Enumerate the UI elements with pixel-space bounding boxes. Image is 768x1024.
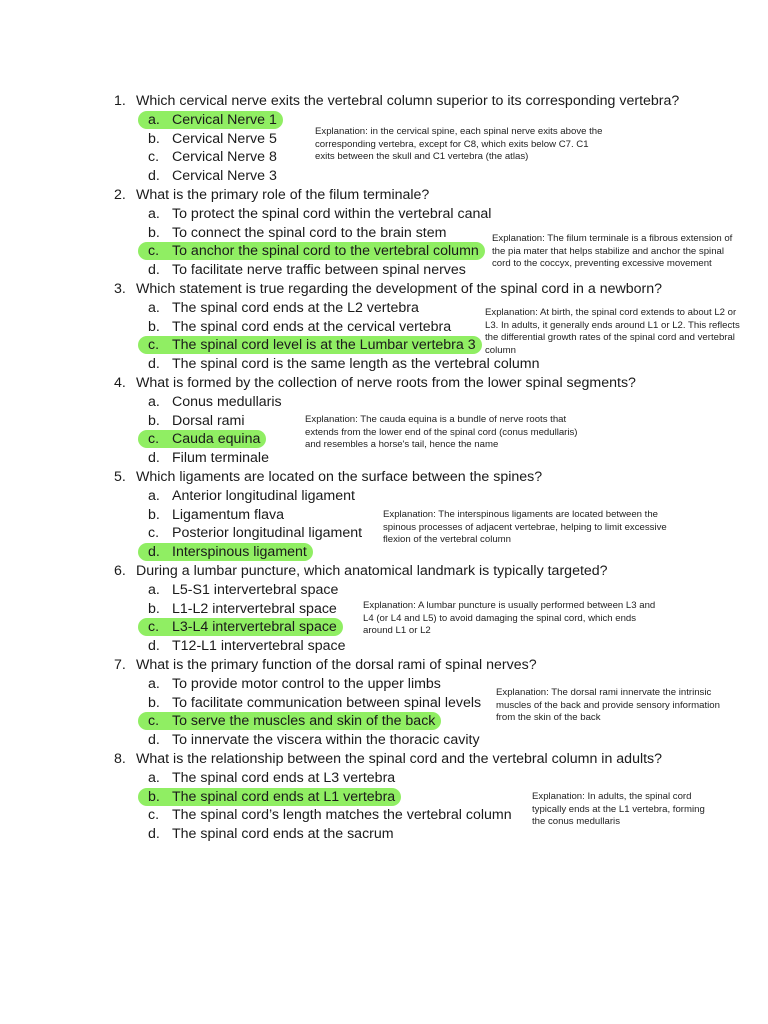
explanation-note: Explanation: The cauda equina is a bundle of nerve roots that extends from the lower end of the spinal cord (conus medullaris) and resembles a horse's tail, hence the name	[305, 414, 578, 450]
option-letter: c.	[148, 525, 160, 542]
option-letter: a.	[148, 205, 160, 222]
answer-option	[138, 731, 486, 749]
option-letter: c.	[148, 619, 160, 636]
option-text: Posterior longitudinal ligament	[172, 525, 363, 542]
option-text: The spinal cord ends at the sacrum	[172, 826, 394, 843]
option-text: The spinal cord ends at the L2 vertebra	[172, 299, 419, 316]
answer-option	[138, 524, 368, 542]
answer-option	[138, 261, 472, 279]
option-letter: d.	[148, 544, 160, 561]
answer-option	[138, 806, 518, 824]
option-text: Cervical Nerve 3	[172, 168, 277, 185]
explanation-note: Explanation: In adults, the spinal cord typically ends at the L1 vertebra, forming the conus medullaris	[532, 791, 705, 827]
answer-option	[138, 299, 425, 317]
answer-option	[138, 412, 251, 430]
option-letter: a.	[148, 393, 160, 410]
option-text: To protect the spinal cord within the vertebral canal	[172, 205, 492, 222]
question-number: 4.	[114, 375, 126, 391]
question-number: 3.	[114, 281, 126, 297]
answer-option-correct	[138, 543, 313, 561]
option-text: To connect the spinal cord to the brain stem	[172, 224, 447, 241]
option-text: To innervate the viscera within the thoracic cavity	[172, 732, 480, 749]
answer-option	[138, 130, 283, 148]
answer-option	[138, 148, 283, 166]
explanation-note: Explanation: The filum terminale is a fibrous extension of the pia mater that helps stabilize and anchor the spinal cord to the coccyx, preventing excessive movement	[492, 233, 733, 269]
question-number: 7.	[114, 657, 126, 673]
answer-option	[138, 487, 361, 505]
answer-option	[138, 600, 343, 618]
option-letter: c.	[148, 431, 160, 448]
option-letter: a.	[148, 299, 160, 316]
option-text: To facilitate nerve traffic between spinal nerves	[172, 262, 466, 279]
explanation-note: Explanation: At birth, the spinal cord extends to about L2 or L3. In adults, it generally ends around L1 or L2. This reflects the differential growth rates of the spinal cord and vertebral column	[485, 307, 740, 356]
option-text: The spinal cord’s length matches the vertebral column	[172, 807, 512, 824]
option-text: Cervical Nerve 8	[172, 149, 277, 166]
explanation-note: Explanation: in the cervical spine, each spinal nerve exits above the corresponding vertebra, except for C8, which exits below C7. C1 exits between the skull and C1 vertebra (the atlas)	[315, 126, 603, 162]
question-text: What is the primary function of the dorsal rami of spinal nerves?	[136, 657, 537, 673]
option-text: Cauda equina	[172, 431, 261, 448]
option-text: The spinal cord is the same length as the vertebral column	[172, 356, 540, 373]
option-letter: a.	[148, 487, 160, 504]
option-text: The spinal cord level is at the Lumbar vertebra 3	[172, 337, 476, 354]
question-number: 2.	[114, 187, 126, 203]
option-text: To provide motor control to the upper limbs	[172, 675, 441, 692]
question-text: What is the primary role of the filum terminale?	[136, 187, 430, 203]
option-letter: d.	[148, 168, 160, 185]
option-letter: c.	[148, 149, 160, 166]
question-text: During a lumbar puncture, which anatomical landmark is typically targeted?	[136, 563, 608, 579]
answer-option	[138, 205, 497, 223]
option-text: The spinal cord ends at L1 vertebra	[172, 788, 396, 805]
option-text: Conus medullaris	[172, 393, 282, 410]
option-letter: b.	[148, 788, 160, 805]
option-letter: b.	[148, 318, 160, 335]
question-number: 6.	[114, 563, 126, 579]
answer-option-correct	[138, 618, 343, 636]
option-text: Filum terminale	[172, 450, 269, 467]
option-letter: a.	[148, 581, 160, 598]
answer-option	[138, 637, 352, 655]
option-text: The spinal cord ends at L3 vertebra	[172, 769, 396, 786]
option-letter: c.	[148, 243, 160, 260]
question-number: 5.	[114, 469, 126, 485]
option-letter: b.	[148, 412, 160, 429]
option-letter: d.	[148, 450, 160, 467]
answer-option-correct	[138, 336, 482, 354]
answer-option	[138, 318, 457, 336]
answer-option-correct	[138, 111, 283, 129]
option-text: To serve the muscles and skin of the back	[172, 713, 436, 730]
explanation-note: Explanation: The interspinous ligaments are located between the spinous processes of adjacent vertebrae, helping to limit excessive flexion of the vertebral column	[383, 509, 667, 545]
option-text: Cervical Nerve 5	[172, 130, 277, 147]
answer-option-correct	[138, 242, 485, 260]
option-letter: b.	[148, 130, 160, 147]
option-letter: d.	[148, 638, 160, 655]
answer-option	[138, 167, 283, 185]
option-letter: d.	[148, 732, 160, 749]
option-text: To facilitate communication between spinal levels	[172, 694, 482, 711]
option-text: L1-L2 intervertebral space	[172, 600, 337, 617]
answer-option	[138, 694, 487, 712]
answer-option	[138, 224, 452, 242]
option-text: Cervical Nerve 1	[172, 111, 277, 128]
answer-option	[138, 769, 401, 787]
option-text: L5-S1 intervertebral space	[172, 581, 339, 598]
question-text: Which cervical nerve exits the vertebral column superior to its corresponding vertebra?	[136, 93, 680, 109]
answer-option	[138, 581, 344, 599]
answer-option	[138, 393, 288, 411]
option-letter: d.	[148, 356, 160, 373]
option-letter: a.	[148, 769, 160, 786]
option-text: To anchor the spinal cord to the vertebral column	[172, 243, 479, 260]
option-letter: c.	[148, 337, 160, 354]
option-letter: b.	[148, 506, 160, 523]
option-text: L3-L4 intervertebral space	[172, 619, 337, 636]
explanation-note: Explanation: The dorsal rami innervate the intrinsic muscles of the back and provide sensory information from the skin of the back	[496, 687, 720, 723]
option-letter: c.	[148, 713, 160, 730]
option-text: Anterior longitudinal ligament	[172, 487, 355, 504]
question-number: 1.	[114, 93, 126, 109]
answer-option	[138, 449, 275, 467]
answer-option-correct	[138, 430, 266, 448]
option-letter: b.	[148, 224, 160, 241]
explanation-note: Explanation: A lumbar puncture is usually performed between L3 and L4 (or L4 and L5) to avoid damaging the spinal cord, which ends around L1 or L2	[363, 600, 656, 636]
question-number: 8.	[114, 751, 126, 767]
answer-option	[138, 675, 447, 693]
option-text: Ligamentum flava	[172, 506, 284, 523]
question-text: Which ligaments are located on the surface between the spines?	[136, 469, 543, 485]
option-letter: b.	[148, 600, 160, 617]
question-text: What is the relationship between the spinal cord and the vertebral column in adults?	[136, 751, 663, 767]
option-letter: d.	[148, 262, 160, 279]
option-letter: b.	[148, 694, 160, 711]
question-text: What is formed by the collection of nerve roots from the lower spinal segments?	[136, 375, 636, 391]
answer-option	[138, 825, 400, 843]
answer-option	[138, 506, 290, 524]
answer-option	[138, 355, 546, 373]
option-text: T12-L1 intervertebral space	[172, 638, 346, 655]
answer-option-correct	[138, 788, 401, 806]
answer-option-correct	[138, 712, 441, 730]
option-text: Interspinous ligament	[172, 544, 307, 561]
option-letter: a.	[148, 111, 160, 128]
option-letter: d.	[148, 826, 160, 843]
option-letter: a.	[148, 675, 160, 692]
question-text: Which statement is true regarding the development of the spinal cord in a newborn?	[136, 281, 663, 297]
option-text: The spinal cord ends at the cervical vertebra	[172, 318, 452, 335]
option-text: Dorsal rami	[172, 412, 245, 429]
option-letter: c.	[148, 807, 160, 824]
